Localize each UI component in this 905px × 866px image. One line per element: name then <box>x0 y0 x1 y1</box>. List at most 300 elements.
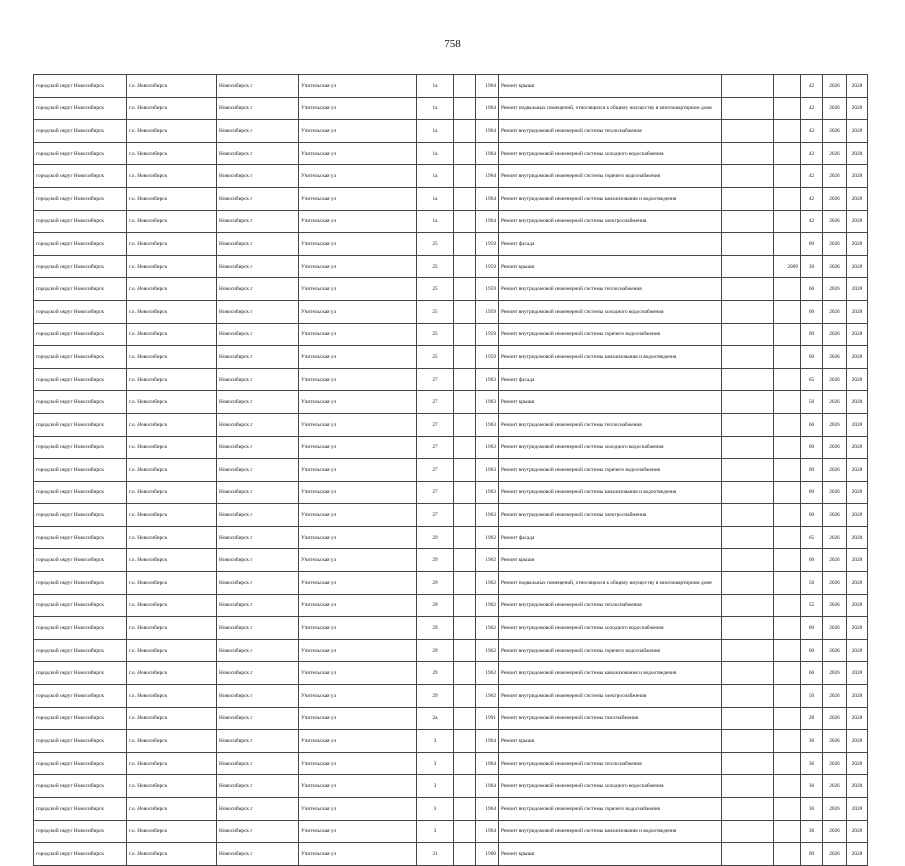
cell-settlement: г.о. Новосибирск <box>127 820 217 843</box>
table-row <box>34 391 868 414</box>
cell-wear-percent: 42 <box>801 142 823 165</box>
table-row <box>34 707 868 730</box>
cell-build-year: 1959 <box>476 255 499 278</box>
cell-street: Учительская ул <box>299 97 417 120</box>
table-row <box>34 730 868 753</box>
cell-last-repair-year <box>774 413 801 436</box>
cell-wear-percent: 28 <box>801 707 823 730</box>
cell-last-repair-year <box>774 685 801 708</box>
cell-plan-end-year: 2028 <box>847 459 868 482</box>
cell-wear-percent: 60 <box>801 549 823 572</box>
cell-build-year: 1962 <box>476 617 499 640</box>
table-body <box>34 75 868 866</box>
cell-settlement: г.о. Новосибирск <box>127 255 217 278</box>
cell-house-number: 25 <box>417 278 454 301</box>
cell-municipality: городской округ Новосибирск <box>34 820 127 843</box>
cell-municipality: городской округ Новосибирск <box>34 481 127 504</box>
cell-settlement: г.о. Новосибирск <box>127 75 217 98</box>
cell-building <box>454 210 476 233</box>
cell-settlement: г.о. Новосибирск <box>127 662 217 685</box>
cell-blank <box>722 594 774 617</box>
cell-wear-percent: 42 <box>801 120 823 143</box>
cell-house-number: 27 <box>417 368 454 391</box>
cell-build-year: 1963 <box>476 481 499 504</box>
cell-blank <box>722 617 774 640</box>
cell-plan-start-year: 2026 <box>823 730 847 753</box>
cell-locality: Новосибирск г <box>217 120 299 143</box>
cell-street: Учительская ул <box>299 233 417 256</box>
cell-plan-start-year: 2026 <box>823 504 847 527</box>
cell-settlement: г.о. Новосибирск <box>127 233 217 256</box>
cell-last-repair-year <box>774 775 801 798</box>
table-row <box>34 459 868 482</box>
page-number: 758 <box>444 38 461 50</box>
cell-wear-percent: 42 <box>801 187 823 210</box>
cell-plan-start-year: 2026 <box>823 75 847 98</box>
cell-building <box>454 323 476 346</box>
cell-plan-start-year: 2026 <box>823 142 847 165</box>
cell-locality: Новосибирск г <box>217 798 299 821</box>
cell-settlement: г.о. Новосибирск <box>127 165 217 188</box>
cell-settlement: г.о. Новосибирск <box>127 413 217 436</box>
cell-build-year: 1963 <box>476 504 499 527</box>
cell-building <box>454 97 476 120</box>
cell-work-type: Ремонт подвальных помещений, относящихся к общему имуществу в многоквартирном доме <box>499 572 722 595</box>
cell-last-repair-year <box>774 617 801 640</box>
cell-municipality: городской округ Новосибирск <box>34 798 127 821</box>
table-row <box>34 187 868 210</box>
cell-building <box>454 459 476 482</box>
cell-settlement: г.о. Новосибирск <box>127 436 217 459</box>
table-row <box>34 75 868 98</box>
cell-settlement: г.о. Новосибирск <box>127 120 217 143</box>
cell-municipality: городской округ Новосибирск <box>34 187 127 210</box>
cell-work-type: Ремонт внутридомовой инженерной системы теплоснабжения <box>499 752 722 775</box>
cell-last-repair-year <box>774 97 801 120</box>
cell-municipality: городской округ Новосибирск <box>34 594 127 617</box>
cell-house-number: 3 <box>417 798 454 821</box>
cell-last-repair-year <box>774 572 801 595</box>
cell-work-type: Ремонт внутридомовой инженерной системы теплоснабжения <box>499 413 722 436</box>
cell-plan-start-year: 2026 <box>823 346 847 369</box>
table-row <box>34 752 868 775</box>
cell-blank <box>722 481 774 504</box>
cell-last-repair-year <box>774 187 801 210</box>
cell-build-year: 1963 <box>476 391 499 414</box>
cell-wear-percent: 36 <box>801 820 823 843</box>
cell-blank <box>722 572 774 595</box>
cell-wear-percent: 60 <box>801 843 823 866</box>
cell-settlement: г.о. Новосибирск <box>127 707 217 730</box>
cell-build-year: 1959 <box>476 346 499 369</box>
cell-plan-start-year: 2026 <box>823 685 847 708</box>
cell-building <box>454 639 476 662</box>
cell-wear-percent: 60 <box>801 233 823 256</box>
cell-house-number: 29 <box>417 617 454 640</box>
cell-plan-start-year: 2026 <box>823 391 847 414</box>
cell-street: Учительская ул <box>299 459 417 482</box>
cell-municipality: городской округ Новосибирск <box>34 459 127 482</box>
cell-work-type: Ремонт крыши <box>499 255 722 278</box>
cell-work-type: Ремонт внутридомовой инженерной системы горячего водоснабжения <box>499 323 722 346</box>
cell-locality: Новосибирск г <box>217 97 299 120</box>
cell-municipality: городской округ Новосибирск <box>34 165 127 188</box>
cell-locality: Новосибирск г <box>217 594 299 617</box>
cell-house-number: 27 <box>417 391 454 414</box>
cell-street: Учительская ул <box>299 165 417 188</box>
cell-street: Учительская ул <box>299 798 417 821</box>
cell-settlement: г.о. Новосибирск <box>127 572 217 595</box>
cell-settlement: г.о. Новосибирск <box>127 210 217 233</box>
cell-locality: Новосибирск г <box>217 662 299 685</box>
cell-house-number: 1а <box>417 210 454 233</box>
cell-build-year: 1962 <box>476 572 499 595</box>
cell-locality: Новосибирск г <box>217 368 299 391</box>
cell-work-type: Ремонт внутридомовой инженерной системы горячего водоснабжения <box>499 459 722 482</box>
cell-blank <box>722 730 774 753</box>
cell-work-type: Ремонт крыши <box>499 391 722 414</box>
cell-last-repair-year <box>774 662 801 685</box>
cell-blank <box>722 436 774 459</box>
cell-house-number: 29 <box>417 639 454 662</box>
cell-street: Учительская ул <box>299 707 417 730</box>
cell-building <box>454 391 476 414</box>
cell-work-type: Ремонт внутридомовой инженерной системы теплоснабжения <box>499 594 722 617</box>
cell-blank <box>722 97 774 120</box>
cell-settlement: г.о. Новосибирск <box>127 752 217 775</box>
cell-plan-end-year: 2028 <box>847 278 868 301</box>
cell-build-year: 1964 <box>476 97 499 120</box>
cell-wear-percent: 60 <box>801 278 823 301</box>
cell-build-year: 1962 <box>476 685 499 708</box>
cell-work-type: Ремонт внутридомовой инженерной системы электроснабжения <box>499 685 722 708</box>
cell-work-type: Ремонт внутридомовой инженерной системы холодного водоснабжения <box>499 142 722 165</box>
cell-plan-start-year: 2026 <box>823 662 847 685</box>
cell-work-type: Ремонт фасада <box>499 526 722 549</box>
cell-build-year: 1959 <box>476 300 499 323</box>
cell-municipality: городской округ Новосибирск <box>34 255 127 278</box>
cell-build-year: 1991 <box>476 707 499 730</box>
cell-municipality: городской округ Новосибирск <box>34 843 127 866</box>
cell-house-number: 3 <box>417 752 454 775</box>
cell-plan-end-year: 2028 <box>847 368 868 391</box>
cell-building <box>454 436 476 459</box>
cell-blank <box>722 752 774 775</box>
cell-house-number: 29 <box>417 662 454 685</box>
cell-last-repair-year <box>774 594 801 617</box>
cell-municipality: городской округ Новосибирск <box>34 391 127 414</box>
cell-work-type: Ремонт внутридомовой инженерной системы горячего водоснабжения <box>499 639 722 662</box>
cell-municipality: городской округ Новосибирск <box>34 120 127 143</box>
cell-blank <box>722 798 774 821</box>
cell-street: Учительская ул <box>299 391 417 414</box>
cell-plan-end-year: 2028 <box>847 233 868 256</box>
cell-municipality: городской округ Новосибирск <box>34 278 127 301</box>
cell-house-number: 25 <box>417 300 454 323</box>
cell-plan-end-year: 2028 <box>847 526 868 549</box>
cell-plan-start-year: 2026 <box>823 323 847 346</box>
cell-plan-end-year: 2028 <box>847 346 868 369</box>
cell-work-type: Ремонт фасада <box>499 233 722 256</box>
cell-building <box>454 572 476 595</box>
cell-locality: Новосибирск г <box>217 413 299 436</box>
cell-plan-end-year: 2028 <box>847 730 868 753</box>
cell-building <box>454 142 476 165</box>
cell-work-type: Ремонт внутридомовой инженерной системы теплоснабжения <box>499 120 722 143</box>
cell-last-repair-year <box>774 75 801 98</box>
cell-blank <box>722 75 774 98</box>
cell-building <box>454 233 476 256</box>
cell-blank <box>722 459 774 482</box>
cell-settlement: г.о. Новосибирск <box>127 798 217 821</box>
cell-settlement: г.о. Новосибирск <box>127 639 217 662</box>
cell-house-number: 29 <box>417 526 454 549</box>
cell-build-year: 1962 <box>476 549 499 572</box>
cell-street: Учительская ул <box>299 662 417 685</box>
cell-plan-end-year: 2028 <box>847 165 868 188</box>
cell-building <box>454 165 476 188</box>
cell-plan-end-year: 2028 <box>847 97 868 120</box>
cell-settlement: г.о. Новосибирск <box>127 526 217 549</box>
cell-build-year: 1964 <box>476 187 499 210</box>
cell-plan-start-year: 2026 <box>823 187 847 210</box>
cell-last-repair-year: 2009 <box>774 255 801 278</box>
cell-house-number: 29 <box>417 572 454 595</box>
cell-locality: Новосибирск г <box>217 187 299 210</box>
cell-plan-start-year: 2026 <box>823 798 847 821</box>
cell-street: Учительская ул <box>299 346 417 369</box>
cell-settlement: г.о. Новосибирск <box>127 481 217 504</box>
cell-house-number: 29 <box>417 594 454 617</box>
cell-street: Учительская ул <box>299 187 417 210</box>
table-row <box>34 300 868 323</box>
cell-plan-end-year: 2028 <box>847 843 868 866</box>
cell-build-year: 1964 <box>476 75 499 98</box>
cell-plan-end-year: 2028 <box>847 775 868 798</box>
cell-locality: Новосибирск г <box>217 459 299 482</box>
cell-municipality: городской округ Новосибирск <box>34 233 127 256</box>
cell-last-repair-year <box>774 707 801 730</box>
cell-last-repair-year <box>774 368 801 391</box>
cell-municipality: городской округ Новосибирск <box>34 368 127 391</box>
cell-house-number: 27 <box>417 413 454 436</box>
cell-wear-percent: 60 <box>801 436 823 459</box>
cell-building <box>454 481 476 504</box>
table-row <box>34 685 868 708</box>
cell-house-number: 1а <box>417 75 454 98</box>
cell-plan-end-year: 2028 <box>847 594 868 617</box>
cell-locality: Новосибирск г <box>217 843 299 866</box>
cell-plan-end-year: 2028 <box>847 481 868 504</box>
cell-build-year: 1959 <box>476 233 499 256</box>
cell-plan-end-year: 2028 <box>847 549 868 572</box>
cell-house-number: 27 <box>417 504 454 527</box>
cell-municipality: городской округ Новосибирск <box>34 526 127 549</box>
cell-building <box>454 278 476 301</box>
cell-last-repair-year <box>774 798 801 821</box>
cell-building <box>454 662 476 685</box>
cell-blank <box>722 707 774 730</box>
cell-plan-start-year: 2026 <box>823 278 847 301</box>
cell-plan-end-year: 2028 <box>847 685 868 708</box>
cell-plan-end-year: 2028 <box>847 142 868 165</box>
cell-wear-percent: 36 <box>801 775 823 798</box>
cell-plan-start-year: 2026 <box>823 255 847 278</box>
cell-street: Учительская ул <box>299 436 417 459</box>
cell-work-type: Ремонт внутридомовой инженерной системы канализования и водоотведения <box>499 481 722 504</box>
cell-municipality: городской округ Новосибирск <box>34 639 127 662</box>
cell-work-type: Ремонт внутридомовой инженерной системы канализования и водоотведения <box>499 820 722 843</box>
cell-settlement: г.о. Новосибирск <box>127 504 217 527</box>
cell-plan-end-year: 2028 <box>847 798 868 821</box>
cell-work-type: Ремонт внутридомовой инженерной системы теплоснабжения <box>499 278 722 301</box>
cell-settlement: г.о. Новосибирск <box>127 594 217 617</box>
cell-settlement: г.о. Новосибирск <box>127 97 217 120</box>
cell-locality: Новосибирск г <box>217 481 299 504</box>
cell-build-year: 1963 <box>476 459 499 482</box>
cell-municipality: городской округ Новосибирск <box>34 323 127 346</box>
cell-building <box>454 798 476 821</box>
cell-locality: Новосибирск г <box>217 504 299 527</box>
cell-work-type: Ремонт крыши <box>499 730 722 753</box>
cell-settlement: г.о. Новосибирск <box>127 142 217 165</box>
cell-wear-percent: 36 <box>801 730 823 753</box>
cell-municipality: городской округ Новосибирск <box>34 210 127 233</box>
cell-plan-end-year: 2028 <box>847 120 868 143</box>
cell-blank <box>722 843 774 866</box>
cell-blank <box>722 413 774 436</box>
cell-last-repair-year <box>774 504 801 527</box>
cell-wear-percent: 50 <box>801 685 823 708</box>
cell-plan-end-year: 2028 <box>847 323 868 346</box>
cell-wear-percent: 60 <box>801 413 823 436</box>
cell-locality: Новосибирск г <box>217 233 299 256</box>
cell-municipality: городской округ Новосибирск <box>34 75 127 98</box>
cell-wear-percent: 60 <box>801 504 823 527</box>
cell-wear-percent: 36 <box>801 798 823 821</box>
cell-blank <box>722 368 774 391</box>
cell-municipality: городской округ Новосибирск <box>34 504 127 527</box>
cell-street: Учительская ул <box>299 323 417 346</box>
cell-plan-end-year: 2028 <box>847 504 868 527</box>
cell-last-repair-year <box>774 459 801 482</box>
cell-blank <box>722 526 774 549</box>
cell-work-type: Ремонт внутридомовой инженерной системы холодного водоснабжения <box>499 436 722 459</box>
cell-last-repair-year <box>774 323 801 346</box>
cell-work-type: Ремонт внутридомовой инженерной системы холодного водоснабжения <box>499 617 722 640</box>
table-row <box>34 662 868 685</box>
cell-wear-percent: 60 <box>801 300 823 323</box>
cell-building <box>454 820 476 843</box>
cell-settlement: г.о. Новосибирск <box>127 391 217 414</box>
cell-municipality: городской округ Новосибирск <box>34 142 127 165</box>
table-row <box>34 97 868 120</box>
cell-plan-start-year: 2026 <box>823 459 847 482</box>
cell-building <box>454 752 476 775</box>
cell-build-year: 1960 <box>476 843 499 866</box>
cell-street: Учительская ул <box>299 142 417 165</box>
cell-locality: Новосибирск г <box>217 278 299 301</box>
cell-street: Учительская ул <box>299 617 417 640</box>
cell-wear-percent: 60 <box>801 617 823 640</box>
cell-plan-end-year: 2028 <box>847 572 868 595</box>
cell-build-year: 1959 <box>476 278 499 301</box>
table-row <box>34 142 868 165</box>
cell-settlement: г.о. Новосибирск <box>127 459 217 482</box>
cell-work-type: Ремонт внутридомовой инженерной системы электроснабжения <box>499 504 722 527</box>
table-row <box>34 775 868 798</box>
cell-last-repair-year <box>774 233 801 256</box>
cell-municipality: городской округ Новосибирск <box>34 413 127 436</box>
cell-last-repair-year <box>774 526 801 549</box>
cell-plan-start-year: 2026 <box>823 843 847 866</box>
cell-build-year: 1964 <box>476 210 499 233</box>
cell-plan-start-year: 2026 <box>823 639 847 662</box>
cell-work-type: Ремонт фасада <box>499 368 722 391</box>
cell-blank <box>722 639 774 662</box>
repair-schedule-table <box>33 74 868 866</box>
cell-plan-start-year: 2026 <box>823 368 847 391</box>
cell-plan-start-year: 2026 <box>823 481 847 504</box>
cell-last-repair-year <box>774 436 801 459</box>
cell-locality: Новосибирск г <box>217 436 299 459</box>
cell-building <box>454 120 476 143</box>
cell-wear-percent: 50 <box>801 391 823 414</box>
cell-work-type: Ремонт крыши <box>499 75 722 98</box>
table-row <box>34 481 868 504</box>
cell-house-number: 3 <box>417 730 454 753</box>
cell-street: Учительская ул <box>299 75 417 98</box>
cell-settlement: г.о. Новосибирск <box>127 775 217 798</box>
cell-house-number: 1а <box>417 165 454 188</box>
cell-street: Учительская ул <box>299 368 417 391</box>
cell-wear-percent: 36 <box>801 752 823 775</box>
table-row <box>34 210 868 233</box>
cell-locality: Новосибирск г <box>217 730 299 753</box>
cell-last-repair-year <box>774 391 801 414</box>
cell-blank <box>722 775 774 798</box>
cell-plan-end-year: 2028 <box>847 413 868 436</box>
cell-street: Учительская ул <box>299 120 417 143</box>
table-row <box>34 368 868 391</box>
table-row <box>34 120 868 143</box>
cell-blank <box>722 323 774 346</box>
cell-locality: Новосибирск г <box>217 255 299 278</box>
cell-wear-percent: 65 <box>801 368 823 391</box>
cell-municipality: городской округ Новосибирск <box>34 685 127 708</box>
cell-municipality: городской округ Новосибирск <box>34 436 127 459</box>
cell-plan-start-year: 2026 <box>823 752 847 775</box>
cell-settlement: г.о. Новосибирск <box>127 323 217 346</box>
cell-blank <box>722 187 774 210</box>
table-row <box>34 798 868 821</box>
cell-street: Учительская ул <box>299 775 417 798</box>
cell-plan-start-year: 2026 <box>823 120 847 143</box>
cell-street: Учительская ул <box>299 300 417 323</box>
table-row <box>34 549 868 572</box>
cell-build-year: 1964 <box>476 730 499 753</box>
cell-settlement: г.о. Новосибирск <box>127 617 217 640</box>
cell-plan-end-year: 2028 <box>847 187 868 210</box>
cell-last-repair-year <box>774 210 801 233</box>
cell-municipality: городской округ Новосибирск <box>34 549 127 572</box>
cell-build-year: 1964 <box>476 120 499 143</box>
cell-settlement: г.о. Новосибирск <box>127 300 217 323</box>
table-row <box>34 233 868 256</box>
table-row <box>34 594 868 617</box>
cell-locality: Новосибирск г <box>217 346 299 369</box>
cell-build-year: 1962 <box>476 594 499 617</box>
